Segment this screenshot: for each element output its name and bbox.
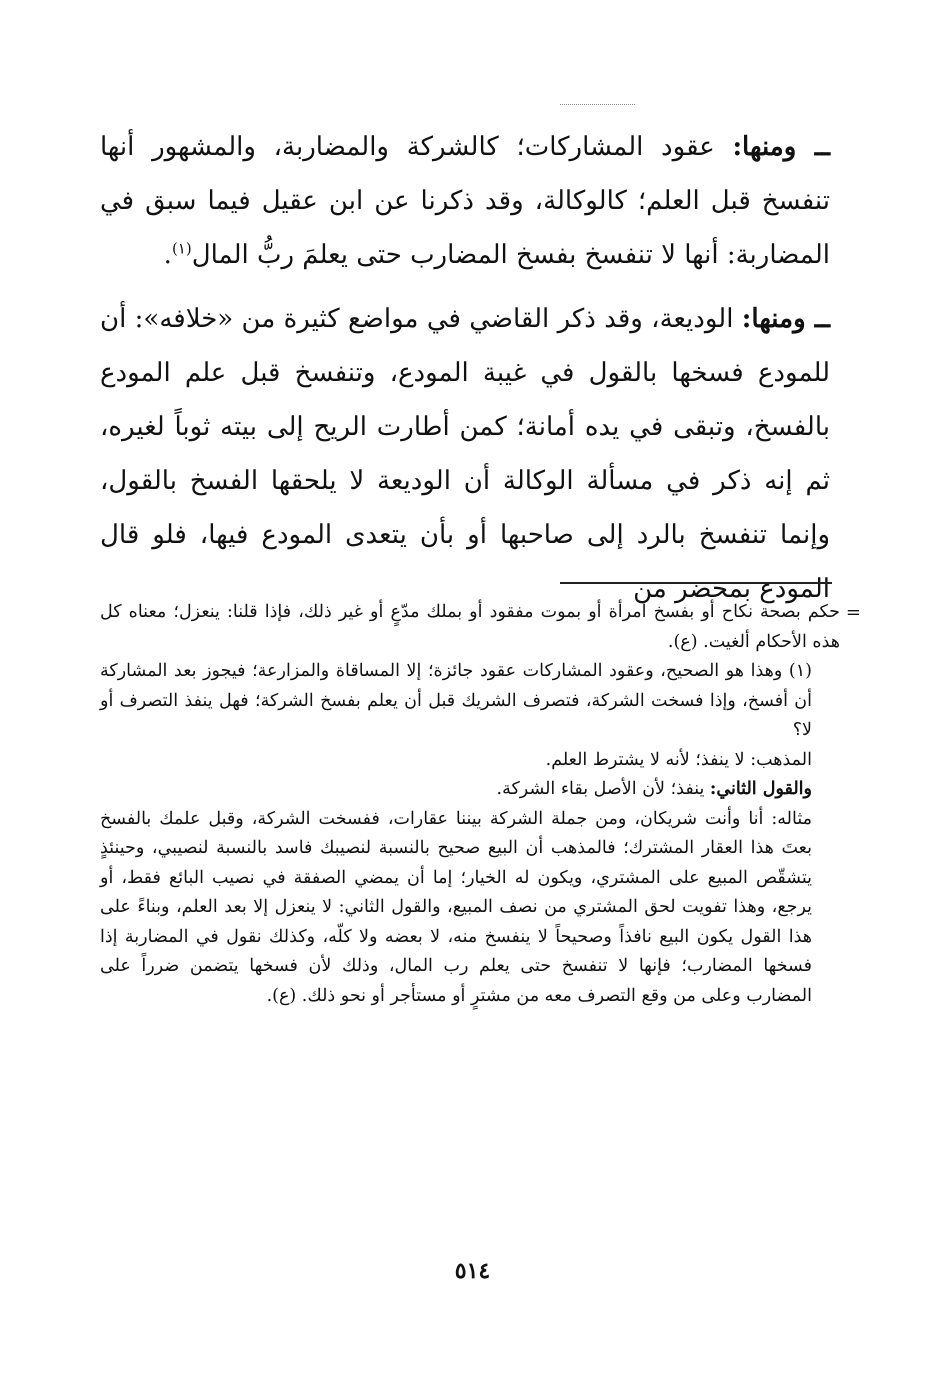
continuation-mark: = — [845, 602, 861, 623]
footnote-second-opinion — [100, 775, 840, 805]
main-text — [100, 120, 830, 626]
second-opinion-body: ينفذ؛ لأن الأصل بقاء الشركة. — [496, 779, 710, 799]
paragraph-deposit — [100, 292, 830, 616]
paragraph-body: الوديعة، وقد ذكر القاضي في مواضع كثيرة من «خلافه»: أن للمودع فسخها بالقول في غيبة المودع، وتنفسخ قبل علم المودع بالفسخ، وتبقى في يده أمانة؛ كمن أطارت الريح إلى بيته ثوباً لغيره، ثم إنه ذكر في مسألة الوكالة أن الوديعة لا يلحقها الفسخ بالقول، وإنما تنفسخ بالرد إلى صاحبها أو بأن يتعدى المودع فيها، فلو قال المودع بمحضر من — [100, 304, 830, 604]
footnotes — [100, 598, 840, 1011]
paragraph-body: عقود المشاركات؛ كالشركة والمضاربة، والمشهور أنها تنفسخ قبل العلم؛ كالوكالة، وقد ذكرنا عن ابن عقيل فيما سبق في المضاربة: أنها لا تنفسخ بفسخ المضارب حتى يعلمَ ربُّ المال — [100, 132, 830, 270]
footnote-1: (١) وهذا هو الصحيح، وعقود المشاركات عقود جائزة؛ إلا المساقاة والمزارعة؛ فيجوز بعد المشاركة أن أفسخ، وإذا فسخت الشركة، فتصرف الشريك قبل أن يعلم بفسخ الشركة؛ فهل ينفذ التصرف أو لا؟ — [100, 661, 812, 740]
second-opinion-lead: والقول الثاني: — [709, 779, 812, 799]
footnote-reference: (١) — [171, 239, 192, 258]
paragraph-lead: ــ ومنها: — [741, 304, 830, 334]
footnote-madhhab: المذهب: لا ينفذ؛ لأنه لا يشترط العلم. — [545, 749, 812, 770]
page-number: ٥١٤ — [454, 1258, 491, 1284]
header-rule — [560, 104, 635, 105]
footnote-separator — [560, 582, 832, 584]
paragraph-end: . — [163, 240, 172, 270]
paragraph-partnership-contracts — [100, 120, 830, 282]
footnote-continuation: حكم بصحة نكاح أو بفسخ امرأة أو بموت مفقود أو بملك مدّعٍ أو غير ذلك، فإذا قلنا: ينعزل؛ معناه كل هذه الأحكام ألغيت. (ع). — [100, 602, 840, 652]
paragraph-lead: ــ ومنها: — [732, 132, 830, 162]
footnote-example: مثاله: أنا وأنت شريكان، ومن جملة الشركة بيننا عقارات، ففسخت الشركة، وقبل علمك بالفسخ بعتَ هذا العقار المشترك؛ فالمذهب أن البيع صحيح بالنسبة لنصيبك فاسد بالنسبة لنصيبي، وحينئذٍ يتشقّص المبيع على المشتري، ويكون له الخيار؛ إما أن يمضي الصفقة في نصيب البائع فقط، أو يرجع، وهذا تفويت لحق المشتري من نصف المبيع، والقول الثاني: لا ينعزل إلا بعد العلم، وبناءً على هذا القول يكون البيع نافذاً وصحيحاً لا ينفسخ منه، لا بعضه ولا كلّه، وكذلك نقول في المضاربة إذا فسخها المضارب؛ فإنها لا تنفسخ حتى يعلم رب المال، وذلك لأن فسخها يتضمن ضرراً على المضارب وعلى من وقع التصرف معه من مشترٍ أو مستأجر أو نحو ذلك. (ع). — [100, 808, 812, 1006]
